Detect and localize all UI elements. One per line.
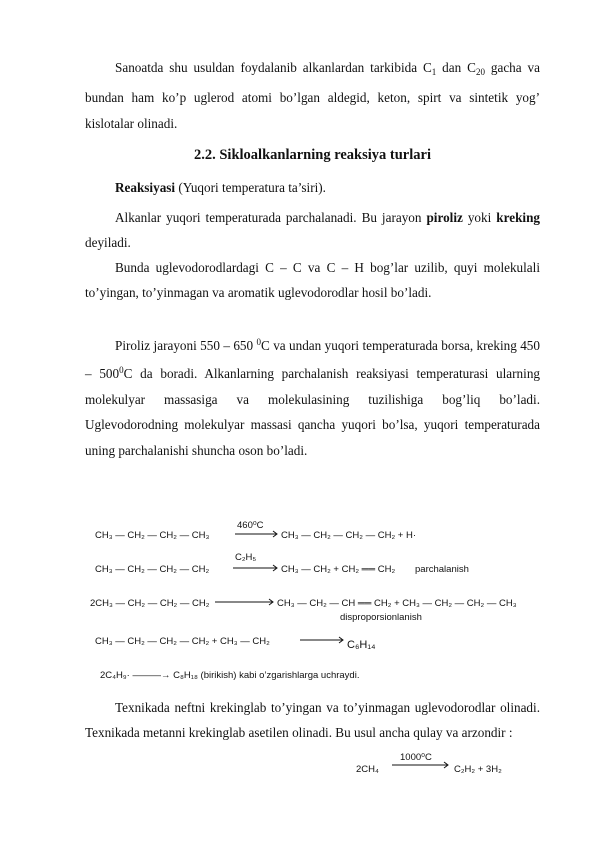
- paragraph-temperature: [85, 330, 540, 463]
- superscript: 0: [256, 337, 261, 347]
- paragraph-intro-text-3: gacha va bundan ham ko’p uglerod atomi bo’lgan aldegid, keton, spirt va sintetik yog’ kislotalar olinadi.: [85, 60, 540, 131]
- paragraph-reaction-text: (Yuqori temperatura ta’siri).: [175, 180, 326, 195]
- bold-term-kreking: kreking: [496, 210, 540, 225]
- paragraph-intro-text-2: dan C: [436, 60, 476, 75]
- scheme-r5: 2C₄H₉· ———→ C₈H₁₈ (birikish) kabi o’zgarishlarga uchraydi.: [100, 670, 360, 681]
- scheme-r2-condition: C₂H₅: [235, 552, 257, 563]
- paragraph-temperature-text-3: C da boradi. Alkanlarning parchalanish reaksiyasi temperaturasi ularning molekulyar massasiga va molekulasining tuzilishiga bog’liq bo’ladi. Uglevodorodning molekulyar massasi qancha yuqori bo’lsa, yuqori temperaturada uning parchalanishi shuncha oson bo’ladi.: [85, 366, 541, 458]
- paragraph-reaction: [85, 175, 540, 200]
- bold-term: Reaksiyasi: [115, 180, 176, 195]
- scheme-r2-note: parchalanish: [415, 564, 469, 575]
- scheme-r1-condition: 460⁰C: [237, 520, 264, 531]
- paragraph-pyrolysis-text: Alkanlar yuqori temperaturada parchalanadi. Bu jarayon: [115, 210, 427, 225]
- reaction-scheme: [85, 520, 555, 690]
- scheme-r4-left: CH₃ — CH₂ — CH₂ — CH₂ + CH₃ — CH₂: [95, 636, 270, 647]
- paragraph-intro-text: Sanoatda shu usuldan foydalanib alkanlardan tarkibida C: [115, 60, 432, 75]
- paragraph-temperature-text-2: C va undan yuqori temperaturada borsa, kreking 450 – 500: [85, 338, 540, 382]
- scheme-r3-right: CH₃ — CH₂ — CH ══ CH₂ + CH₃ — CH₂ — CH₂ — CH₃: [277, 598, 517, 609]
- paragraph-pyrolysis-text-3: deyiladi.: [85, 235, 131, 251]
- paragraph-intro: [85, 55, 540, 136]
- scheme-r2-right: CH₃ — CH₂ + CH₂ ══ CH₂: [281, 564, 396, 575]
- paragraph-bonds: Bunda uglevodorodlardagi C – C va C – H bog’lar uzilib, quyi molekulali to’yingan, to’yinmagan va aromatik uglevodorodlar hosil bo’ladi.: [85, 260, 540, 301]
- acetylene-equation: [350, 750, 530, 780]
- section-heading: 2.2. Sikloalkanlarning reaksiya turlari: [193, 147, 431, 163]
- scheme-r2-left: CH₃ — CH₂ — CH₂ — CH₂: [95, 564, 210, 575]
- subscript-2: 20: [475, 67, 485, 77]
- equation-left: 2CH₄: [356, 764, 379, 775]
- subscript: 1: [431, 67, 437, 77]
- scheme-r3-left: 2CH₃ — CH₂ — CH₂ — CH₂: [90, 598, 210, 609]
- paragraph-temperature-text: Piroliz jarayoni 550 – 650: [115, 338, 257, 353]
- superscript-2: 0: [119, 365, 124, 376]
- paragraph-industry: Texnikada neftni krekinglab to’yingan va to’yinmagan uglevodorodlar olinadi. Texnikada metanni krekinglab asetilen olinadi. Bu usul ancha qulay va arzondir :: [85, 700, 540, 741]
- scheme-r1-left: CH₃ — CH₂ — CH₂ — CH₃: [95, 530, 210, 541]
- scheme-r1-right: CH₃ — CH₂ — CH₂ — CH₂ + H·: [281, 530, 417, 541]
- bold-term-piroliz: piroliz: [426, 210, 463, 225]
- paragraph-pyrolysis: [85, 205, 540, 256]
- equation-right: C₂H₂ + 3H₂: [454, 764, 502, 775]
- paragraph-pyrolysis-text-2: yoki: [462, 210, 497, 225]
- scheme-r3-note: disproporsionlanish: [340, 612, 422, 623]
- equation-condition: 1000⁰C: [400, 752, 432, 763]
- scheme-r4-right: C₆H₁₄: [347, 639, 376, 651]
